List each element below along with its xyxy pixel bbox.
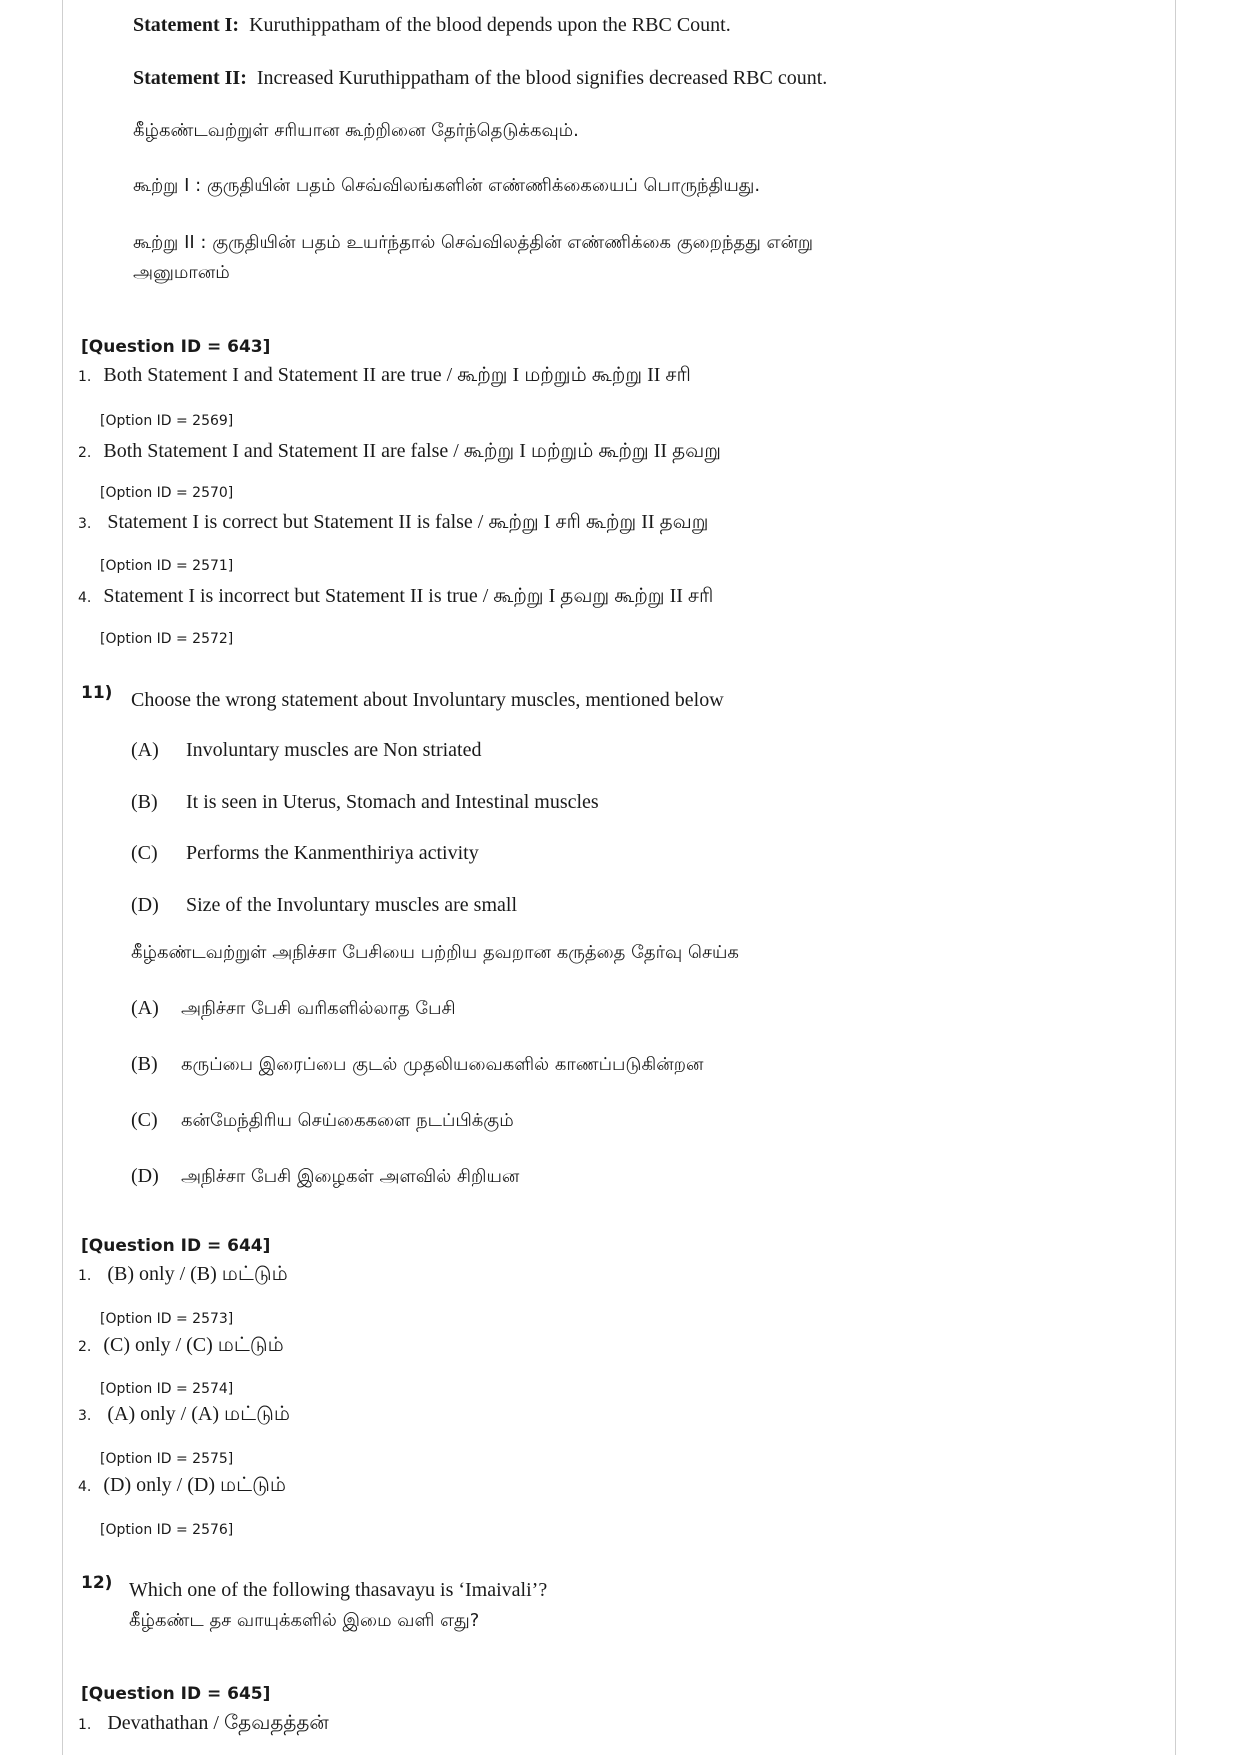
question-text: Choose the wrong statement about Involuntary muscles, mentioned below xyxy=(131,689,724,711)
statement-2-text: Increased Kuruthippatham of the blood signifies decreased RBC count. xyxy=(256,67,828,89)
tamil-intro: கீழ்கண்டவற்றுள் சரியான கூற்றினை தேர்ந்தெடுக்கவும். xyxy=(133,120,579,141)
item-label: (D) xyxy=(131,1165,159,1187)
item-label: (C) xyxy=(131,842,158,864)
option-id: [Option ID = 2573] xyxy=(100,1311,234,1327)
option-number: 1. xyxy=(78,369,92,385)
q11-option-3[interactable] xyxy=(78,1403,290,1428)
q10-option-1[interactable] xyxy=(78,364,691,389)
q11-option-2[interactable] xyxy=(78,1334,284,1359)
option-id: [Option ID = 2574] xyxy=(100,1381,234,1397)
q11-option-4[interactable] xyxy=(78,1474,286,1499)
item-label: (D) xyxy=(131,894,159,916)
option-text: Statement I is correct but Statement II is false / கூற்று I சரி கூற்று II தவறு xyxy=(107,511,709,533)
option-number: 3. xyxy=(78,1408,92,1424)
q11-tamil-item-c xyxy=(131,1109,514,1133)
item-text: Involuntary muscles are Non striated xyxy=(186,739,482,761)
item-text: கன்மேந்திரிய செய்கைகளை நடப்பிக்கும் xyxy=(181,1110,514,1131)
option-id: [Option ID = 2572] xyxy=(100,631,234,647)
tamil-question: கீழ்கண்ட தச வாயுக்களில் இமை வளி எது? xyxy=(129,1610,480,1631)
item-label: (A) xyxy=(131,739,159,761)
item-label: (B) xyxy=(131,791,158,813)
question-id-644: [Question ID = 644] xyxy=(81,1236,271,1256)
q11-tamil-item-a xyxy=(131,997,456,1021)
item-label: (C) xyxy=(131,1109,158,1131)
option-number: 3. xyxy=(78,516,92,532)
question-number: 11) xyxy=(81,683,113,703)
item-text: அநிச்சா பேசி வரிகளில்லாத பேசி xyxy=(181,998,456,1019)
q11-tamil-item-d xyxy=(131,1165,519,1189)
question-number: 12) xyxy=(81,1573,113,1593)
q11-item-c xyxy=(131,842,479,865)
option-number: 2. xyxy=(78,1339,92,1355)
option-text: (A) only / (A) மட்டும் xyxy=(107,1403,290,1425)
option-text: Statement I is incorrect but Statement II is true / கூற்று I தவறு கூற்று II சரி xyxy=(103,585,714,607)
q11-item-b xyxy=(131,791,599,814)
tamil-statement-2-line2: அனுமானம் xyxy=(133,262,230,283)
option-number: 4. xyxy=(78,1479,92,1495)
item-text: அநிச்சா பேசி இழைகள் அளவில் சிறியன xyxy=(181,1166,520,1187)
q11-option-1[interactable] xyxy=(78,1263,288,1288)
option-text: Both Statement I and Statement II are true / கூற்று I மற்றும் கூற்று II சரி xyxy=(103,364,691,386)
q10-option-2[interactable] xyxy=(78,440,721,465)
option-id: [Option ID = 2570] xyxy=(100,485,234,501)
option-id: [Option ID = 2576] xyxy=(100,1522,234,1538)
tamil-statement-1: கூற்று I : குருதியின் பதம் செவ்விலங்களின் எண்ணிக்கையைப் பொருந்தியது. xyxy=(133,175,761,196)
item-label: (B) xyxy=(131,1053,158,1075)
question-text: Which one of the following thasavayu is ‘Imaivali’? xyxy=(129,1579,548,1601)
option-number: 2. xyxy=(78,445,92,461)
statement-1 xyxy=(133,14,731,37)
q11-item-d xyxy=(131,894,517,917)
statement-2 xyxy=(133,67,827,90)
option-id: [Option ID = 2571] xyxy=(100,558,234,574)
option-text: (C) only / (C) மட்டும் xyxy=(103,1334,284,1356)
q11-item-a xyxy=(131,739,481,762)
statement-1-text: Kuruthippatham of the blood depends upon the RBC Count. xyxy=(249,14,731,36)
question-id-645: [Question ID = 645] xyxy=(81,1684,271,1704)
statement-2-label: Statement II: xyxy=(133,67,247,89)
q11-tamil-item-b xyxy=(131,1053,703,1077)
item-text: கருப்பை இரைப்பை குடல் முதலியவைகளில் காணப்படுகின்றன xyxy=(181,1054,704,1075)
question-id-643: [Question ID = 643] xyxy=(81,337,271,357)
statement-1-label: Statement I: xyxy=(133,14,240,36)
option-text: Both Statement I and Statement II are false / கூற்று I மற்றும் கூற்று II தவறு xyxy=(103,440,721,462)
option-number: 1. xyxy=(78,1717,92,1733)
q10-option-4[interactable] xyxy=(78,585,713,610)
item-text: Size of the Involuntary muscles are small xyxy=(186,894,518,916)
option-id: [Option ID = 2569] xyxy=(100,413,234,429)
q12-option-1[interactable] xyxy=(78,1712,329,1737)
option-text: (B) only / (B) மட்டும் xyxy=(107,1263,288,1285)
option-id: [Option ID = 2575] xyxy=(100,1451,234,1467)
option-text: (D) only / (D) மட்டும் xyxy=(103,1474,286,1496)
tamil-question: கீழ்கண்டவற்றுள் அநிச்சா பேசியை பற்றிய தவறான கருத்தை தேர்வு செய்க xyxy=(131,942,739,963)
item-text: It is seen in Uterus, Stomach and Intestinal muscles xyxy=(186,791,599,813)
option-text: Devathathan / தேவதத்தன் xyxy=(107,1712,329,1734)
item-text: Performs the Kanmenthiriya activity xyxy=(186,842,479,864)
item-label: (A) xyxy=(131,997,159,1019)
option-number: 1. xyxy=(78,1268,92,1284)
option-number: 4. xyxy=(78,590,92,606)
tamil-statement-2-line1: கூற்று II : குருதியின் பதம் உயர்ந்தால் செவ்விலத்தின் எண்ணிக்கை குறைந்தது என்று xyxy=(133,232,814,253)
q10-option-3[interactable] xyxy=(78,511,708,536)
